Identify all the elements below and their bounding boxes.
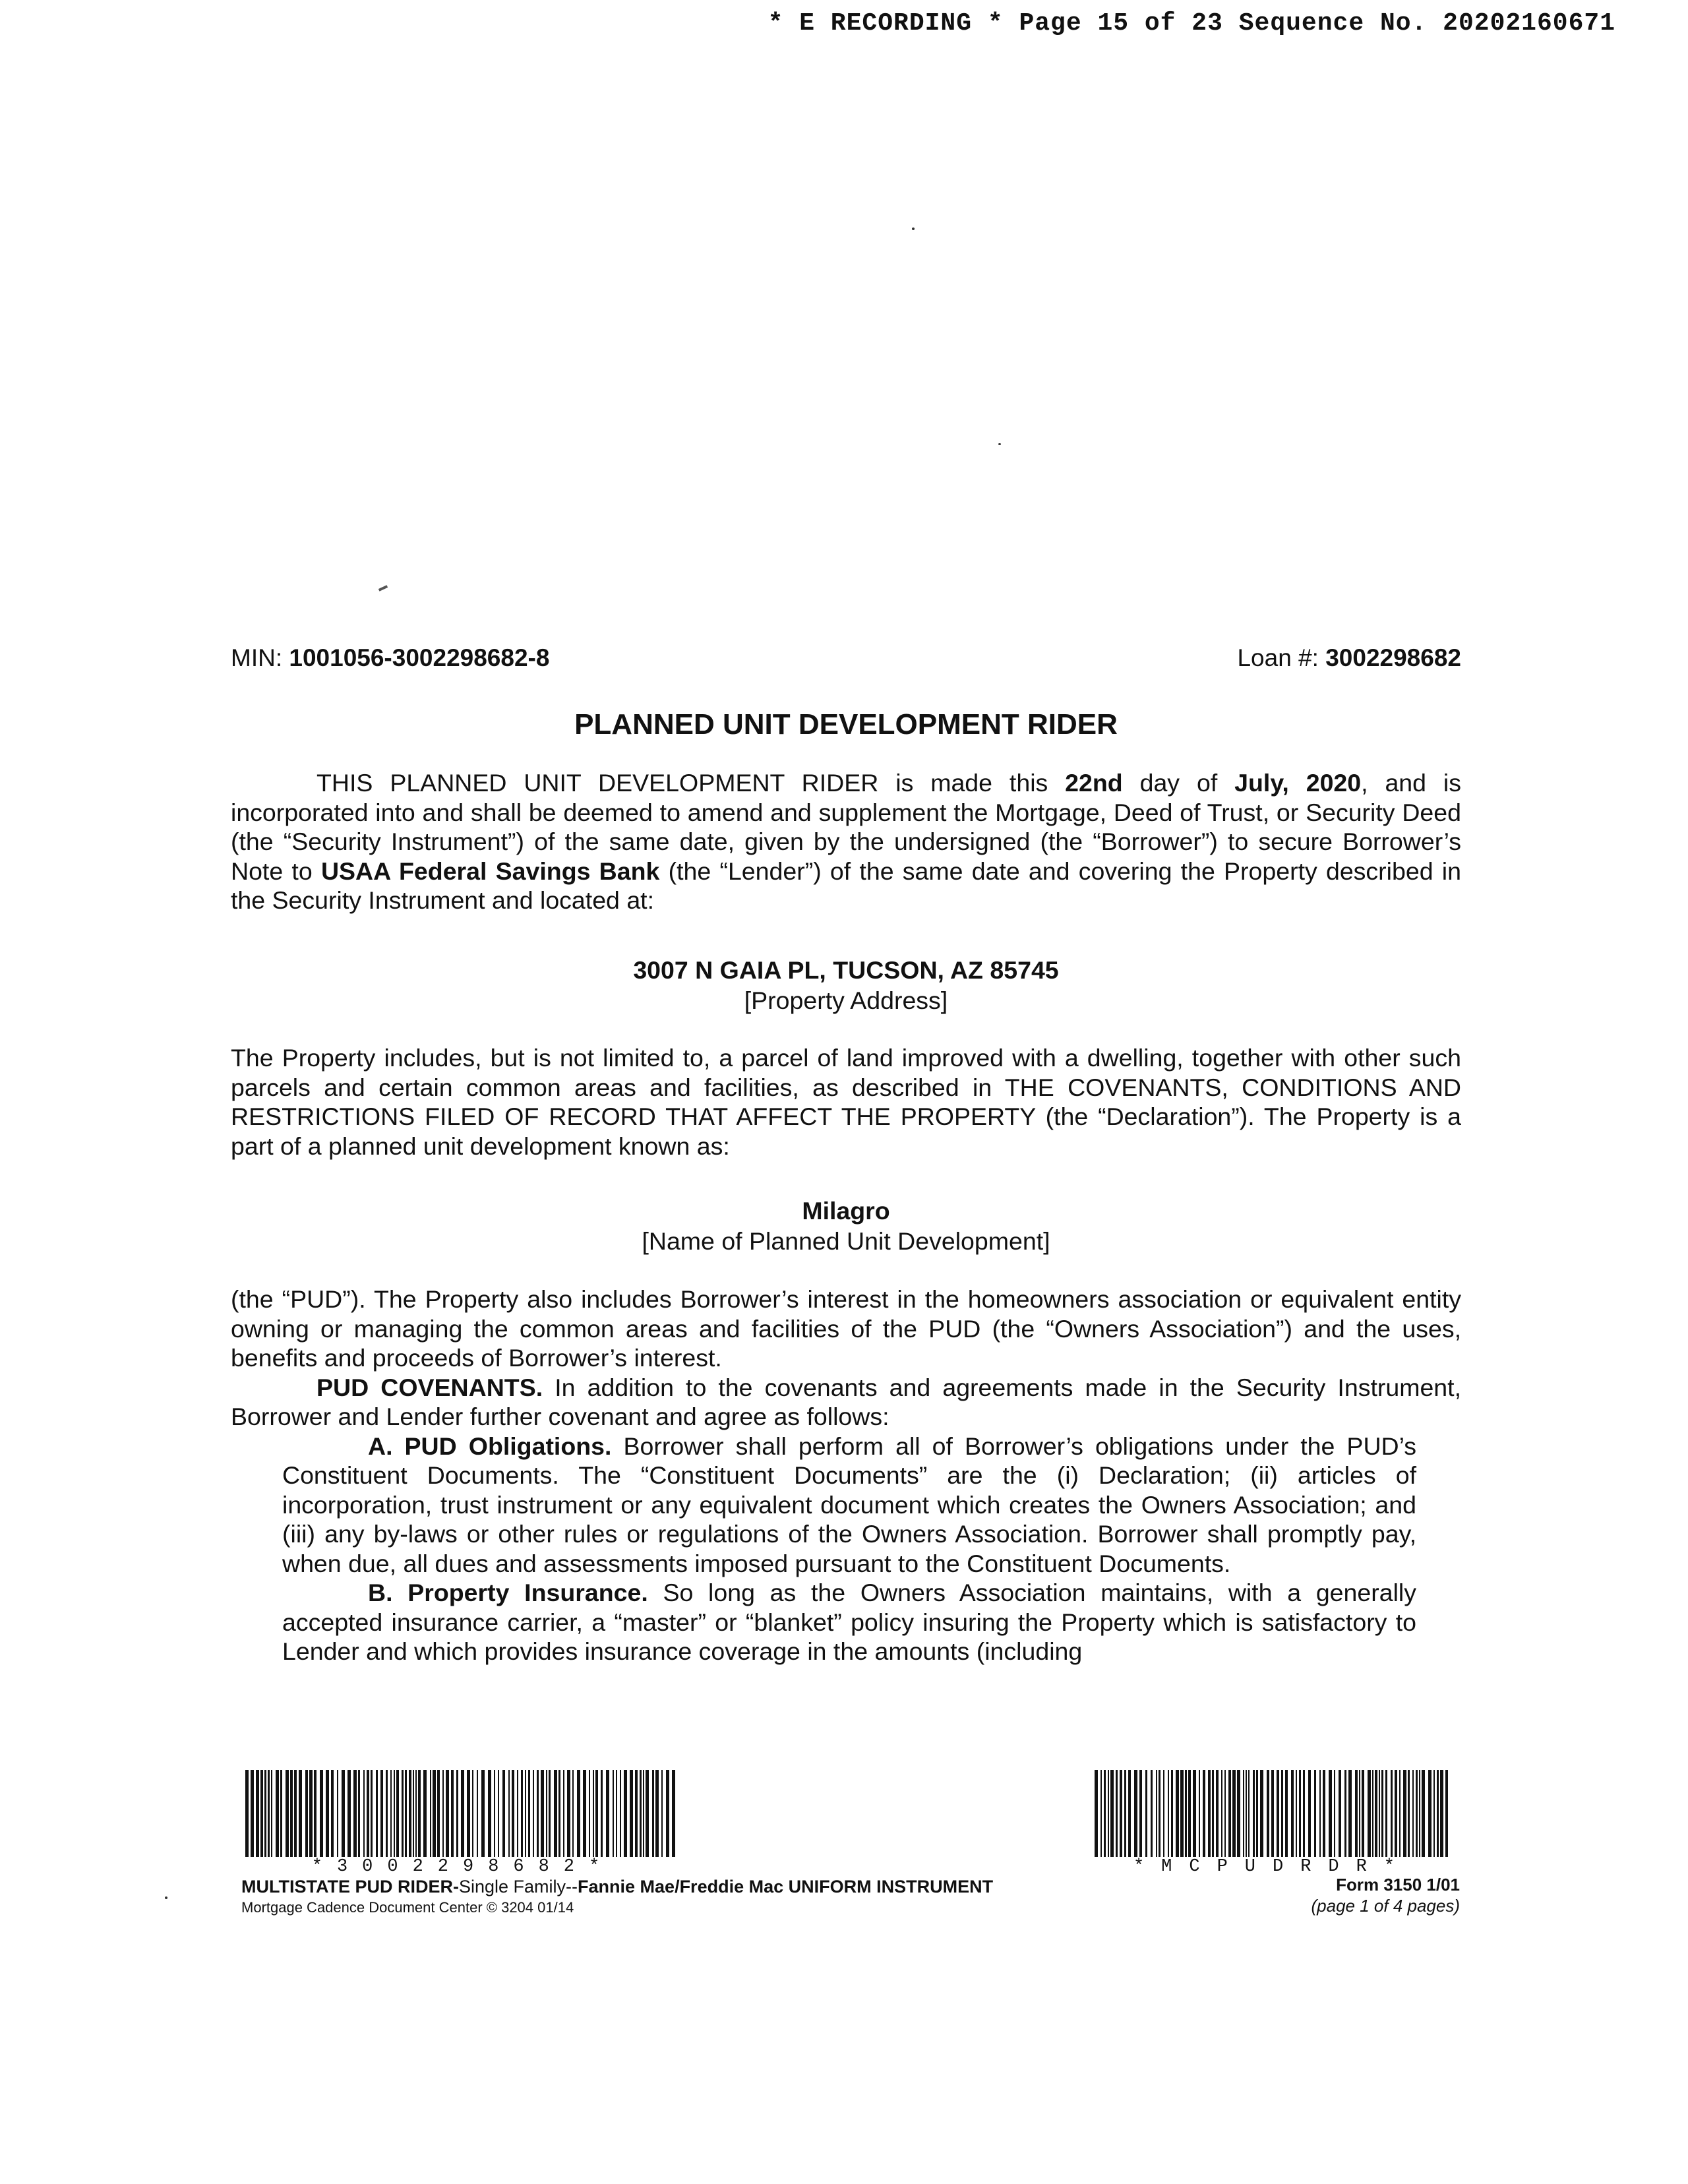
barcode-bar	[1379, 1770, 1380, 1857]
barcode-bar	[541, 1770, 544, 1857]
barcode-bar	[525, 1770, 526, 1857]
barcode-bar	[1256, 1770, 1258, 1857]
barcode-bar	[1348, 1770, 1352, 1857]
pud-covenants-paragraph: PUD COVENANTS. In addition to the covenants and agreements made in the Security Instrument, Borrower and Lender further covenant and agree as follows:	[231, 1373, 1461, 1430]
barcode-bar	[1437, 1770, 1439, 1857]
barcode-bar	[1395, 1770, 1397, 1857]
barcode-bar	[1120, 1770, 1122, 1857]
barcode-bar	[1433, 1770, 1435, 1857]
barcode-bar	[1299, 1770, 1301, 1857]
barcode-bar	[1267, 1770, 1269, 1857]
barcode-bar	[423, 1770, 427, 1857]
pud-name-block	[231, 1196, 1461, 1256]
barcode-bar	[640, 1770, 642, 1857]
barcode-bar	[446, 1770, 449, 1857]
barcode-bar	[1224, 1770, 1226, 1857]
barcode-bar	[620, 1770, 621, 1857]
footer-form-number	[1311, 1874, 1461, 1916]
barcode-bar	[1339, 1770, 1341, 1857]
barcode-bar	[1139, 1770, 1142, 1857]
barcode-bar	[268, 1770, 270, 1857]
property-address-block	[231, 955, 1461, 1016]
barcode-bar	[290, 1770, 293, 1857]
form-number: Form 3150 1/01	[1336, 1875, 1460, 1895]
barcode-bar	[606, 1770, 609, 1857]
barcode-bar	[508, 1770, 510, 1857]
barcode-bar	[1216, 1770, 1219, 1857]
section-a: A. PUD Obligations. Borrower shall perform all of Borrower’s obligations under the PUD’s Constituent Documents. The “Constituent Documents” are the (i) Declaration; (ii) articles of incorporation, trust instrument or any equivalent document which creates the Owners Association; and (iii) any by-laws or other rules or regulations of the Owners Association. Borrower shall promptly pay, when due, all dues and assessments imposed pursuant to the Constituent Documents.	[282, 1432, 1417, 1577]
min-number	[231, 644, 549, 673]
scan-speck	[912, 228, 915, 230]
barcode-bar	[1314, 1770, 1316, 1857]
barcode-bar	[563, 1770, 564, 1857]
barcode-bar	[1308, 1770, 1311, 1857]
barcode-bar	[358, 1770, 360, 1857]
barcode-bar	[1372, 1770, 1373, 1857]
barcode-bar	[512, 1770, 514, 1857]
barcode-bar	[1176, 1770, 1179, 1857]
barcode-bar	[451, 1770, 454, 1857]
barcode-bar	[601, 1770, 603, 1857]
scan-speck	[378, 585, 388, 592]
barcode-bar	[1277, 1770, 1279, 1857]
barcode-bar	[533, 1770, 534, 1857]
barcode-bar	[276, 1770, 279, 1857]
barcode-bar	[517, 1770, 518, 1857]
barcode-bar	[467, 1770, 470, 1857]
covenants-heading: PUD COVENANTS.	[316, 1373, 543, 1401]
barcode-bar	[1362, 1770, 1364, 1857]
property-address: 3007 N GAIA PL, TUCSON, AZ 85745	[633, 956, 1059, 984]
declaration-paragraph: The Property includes, but is not limited to, a parcel of land improved with a dwelling, together with other such parcels and certain common areas and facilities, as described in THE COVENANTS, CONDITIONS AND RESTRICTIONS FILED OF RECORD THAT AFFECT THE PROPERTY (the “Declaration”). The Property is a part of a planned unit development known as:	[231, 1044, 1461, 1160]
identifier-line	[231, 644, 1461, 673]
barcode-bar	[655, 1770, 659, 1857]
barcode-bar	[624, 1770, 627, 1857]
barcode-bar	[299, 1770, 302, 1857]
pud-name-caption: [Name of Planned Unit Development]	[642, 1227, 1050, 1255]
barcode-bar	[1171, 1770, 1173, 1857]
barcode-bar	[1428, 1770, 1432, 1857]
barcode-bar	[583, 1770, 586, 1857]
barcode-bar	[337, 1770, 338, 1857]
barcode-bar	[1385, 1770, 1387, 1857]
barcode-bar	[477, 1770, 478, 1857]
barcode-bar	[347, 1770, 351, 1857]
property-address-caption: [Property Address]	[744, 986, 948, 1014]
barcode-bar	[554, 1770, 557, 1857]
barcode-bar	[331, 1770, 334, 1857]
barcode-bar	[1159, 1770, 1160, 1857]
barcode-bar	[1440, 1770, 1443, 1857]
barcode-bar	[1253, 1770, 1255, 1857]
scan-speck	[165, 1896, 167, 1899]
barcode-bar	[472, 1770, 473, 1857]
barcode-bar	[672, 1770, 675, 1857]
barcode-bar	[1419, 1770, 1420, 1857]
barcode-bar	[1403, 1770, 1406, 1857]
barcode-bar	[309, 1770, 313, 1857]
barcode-bar	[1212, 1770, 1214, 1857]
barcode-bar	[1208, 1770, 1211, 1857]
section-b-heading: B. Property Insurance.	[368, 1579, 648, 1606]
barcode-bar	[245, 1770, 249, 1857]
loan-number	[1237, 644, 1461, 673]
barcode-bar	[1163, 1770, 1164, 1857]
footer-form-info	[241, 1875, 993, 1918]
min-value: 1001056-3002298682-8	[289, 644, 550, 671]
barcode-bar	[390, 1770, 392, 1857]
barcode-bar	[1221, 1770, 1222, 1857]
form-barcode-bars	[1095, 1770, 1451, 1857]
pud-paragraph: (the “PUD”). The Property also includes Borrower’s interest in the homeowners association or equivalent entity owning or managing the common areas and facilities of the PUD (the “Owners Association”) and the uses, benefits and proceeds of Borrower’s interest. PUD COVENANTS. In addition to the covenants and agreements made in the Security Instrument, Borrower and Lender further covenant and agree as follows: A. PUD Obligations. Borrower shall perform all of Borrower’s obligations under the PUD’s Constituent Documents. The “Constituent Documents” are the (i) Declaration; (ii) articles of incorporation, trust instrument or any equivalent document which creates the Owners Association; and (iii) any by-laws or other rules or regulations of the Owners Association. Borrower shall promptly pay, when due, all dues and assessments imposed pursuant to the Constituent Documents. B. Property Insurance. So long as the Owners Association maintains, with a generally accepted insurance carrier, a “master” or “blanket” policy insuring the Property which is satisfactory to Lender and which provides insurance coverage in the amounts (including	[231, 1285, 1461, 1665]
barcode-bar	[546, 1770, 547, 1857]
barcode-bar	[430, 1770, 431, 1857]
loan-barcode-text: *3002298682*	[311, 1857, 615, 1877]
barcode-bar	[661, 1770, 663, 1857]
barcode-bar	[635, 1770, 638, 1857]
barcode-bar	[1151, 1770, 1153, 1857]
barcode-bar	[589, 1770, 590, 1857]
barcode-bar	[367, 1770, 369, 1857]
barcode-bar	[1110, 1770, 1114, 1857]
form-barcode	[1095, 1770, 1451, 1877]
barcode-bar	[549, 1770, 551, 1857]
barcode-bar	[652, 1770, 654, 1857]
barcode-bar	[396, 1770, 399, 1857]
barcode-bar	[1323, 1770, 1325, 1857]
barcode-bar	[1145, 1770, 1147, 1857]
loan-barcode	[245, 1770, 680, 1877]
barcode-bar	[1193, 1770, 1196, 1857]
barcode-bar	[537, 1770, 539, 1857]
barcode-bar	[1271, 1770, 1274, 1857]
barcode-bar	[666, 1770, 669, 1857]
barcode-bar	[442, 1770, 444, 1857]
barcode-bar	[280, 1770, 282, 1857]
document-title: PLANNED UNIT DEVELOPMENT RIDER	[574, 708, 1118, 741]
barcode-bar	[271, 1770, 272, 1857]
barcode-bar	[1285, 1770, 1288, 1857]
barcode-bar	[577, 1770, 580, 1857]
barcode-bar	[1391, 1770, 1393, 1857]
barcode-bar	[1228, 1770, 1231, 1857]
barcode-bar	[1412, 1770, 1414, 1857]
barcode-bar	[260, 1770, 263, 1857]
barcode-bar	[1134, 1770, 1137, 1857]
barcode-bar	[294, 1770, 297, 1857]
barcode-bar	[1246, 1770, 1247, 1857]
barcode-bar	[1416, 1770, 1418, 1857]
intro-paragraph: THIS PLANNED UNIT DEVELOPMENT RIDER is made this 22nd day of July, 2020, and is incorporated into and shall be deemed to amend and supplement the Mortgage, Deed of Trust, or Security Deed (the “Security Instrument”) of the same date, given by the undersigned (the “Borrower”) to secure Borrower’s Note to USAA Federal Savings Bank (the “Lender”) of the same date and covering the Property described in the Security Instrument and located at:	[231, 769, 1462, 914]
barcode-bar	[1281, 1770, 1283, 1857]
barcode-bar	[376, 1770, 378, 1857]
barcode-bar	[488, 1770, 491, 1857]
barcode-bar	[1359, 1770, 1360, 1857]
barcode-bar	[320, 1770, 323, 1857]
barcode-bar	[342, 1770, 345, 1857]
scan-speck	[998, 443, 1001, 445]
barcode-bar	[1156, 1770, 1157, 1857]
barcode-bar	[256, 1770, 259, 1857]
recording-header: * E RECORDING * Page 15 of 23 Sequence No. 20202160671	[768, 9, 1615, 38]
barcode-bar	[1375, 1770, 1377, 1857]
barcode-bar	[418, 1770, 421, 1857]
barcode-bar	[1232, 1770, 1236, 1857]
barcode-bar	[502, 1770, 505, 1857]
barcode-bar	[1303, 1770, 1305, 1857]
loan-label: Loan #:	[1237, 644, 1326, 671]
barcode-bar	[1408, 1770, 1410, 1857]
barcode-bar	[1260, 1770, 1263, 1857]
barcode-bar	[1381, 1770, 1383, 1857]
barcode-bar	[386, 1770, 388, 1857]
barcode-bar	[1291, 1770, 1294, 1857]
barcode-bar	[305, 1770, 308, 1857]
barcode-bar	[1185, 1770, 1187, 1857]
barcode-bar	[461, 1770, 464, 1857]
barcode-bar	[409, 1770, 411, 1857]
barcode-bar	[595, 1770, 598, 1857]
loan-value: 3002298682	[1325, 644, 1461, 671]
form-title: MULTISTATE PUD RIDER-Single Family--Fannie Mae/Freddie Mac UNIFORM INSTRUMENT	[241, 1877, 994, 1896]
barcode-bar	[1334, 1770, 1335, 1857]
barcode-bar	[1344, 1770, 1346, 1857]
barcode-bar	[264, 1770, 266, 1857]
barcode-bar	[1243, 1770, 1244, 1857]
pud-name: Milagro	[802, 1197, 890, 1225]
barcode-bar	[630, 1770, 633, 1857]
barcode-bar	[1100, 1770, 1102, 1857]
barcode-bar	[1180, 1770, 1184, 1857]
barcode-bar	[1124, 1770, 1126, 1857]
barcode-bar	[613, 1770, 614, 1857]
barcode-bar	[314, 1770, 316, 1857]
barcode-bar	[498, 1770, 499, 1857]
barcode-bar	[433, 1770, 436, 1857]
barcode-bar	[380, 1770, 383, 1857]
section-b: B. Property Insurance. So long as the Owners Association maintains, with a generally accepted insurance carrier, a “master” or “blanket” policy insuring the Property which is satisfactory to Lender and which provides insurance coverage in the amounts (including	[282, 1579, 1416, 1665]
barcode-bar	[521, 1770, 523, 1857]
section-a-heading: A. PUD Obligations.	[368, 1432, 612, 1460]
barcode-bar	[1296, 1770, 1297, 1857]
barcode-bar	[326, 1770, 329, 1857]
barcode-bar	[353, 1770, 357, 1857]
barcode-bar	[1104, 1770, 1106, 1857]
barcode-bar	[528, 1770, 530, 1857]
barcode-bar	[1203, 1770, 1205, 1857]
form-barcode-text: *MCPUDRDR*	[1133, 1857, 1412, 1877]
barcode-bar	[456, 1770, 458, 1857]
barcode-bar	[1319, 1770, 1321, 1857]
barcode-bar	[1116, 1770, 1118, 1857]
barcode-bar	[1355, 1770, 1358, 1857]
barcode-bar	[1108, 1770, 1109, 1857]
barcode-bar	[1095, 1770, 1098, 1857]
barcode-bar	[1248, 1770, 1250, 1857]
barcode-bar	[1199, 1770, 1200, 1857]
barcode-bar	[1188, 1770, 1191, 1857]
barcode-bar	[363, 1770, 365, 1857]
barcode-bar	[616, 1770, 617, 1857]
barcode-bar	[646, 1770, 649, 1857]
barcode-bar	[402, 1770, 404, 1857]
document-center-line: Mortgage Cadence Document Center © 3204 01/14	[241, 1899, 574, 1916]
barcode-bar	[1168, 1770, 1169, 1857]
barcode-bar	[1445, 1770, 1448, 1857]
loan-barcode-bars	[245, 1770, 680, 1857]
barcode-bar	[415, 1770, 417, 1857]
barcode-bar	[643, 1770, 644, 1857]
barcode-bar	[1399, 1770, 1401, 1857]
barcode-bar	[572, 1770, 574, 1857]
page-info: (page 1 of 4 pages)	[1311, 1896, 1460, 1916]
barcode-bar	[1368, 1770, 1371, 1857]
barcode-bar	[405, 1770, 407, 1857]
barcode-bar	[1329, 1770, 1332, 1857]
barcode-bar	[371, 1770, 373, 1857]
barcode-bar	[593, 1770, 594, 1857]
barcode-bar	[481, 1770, 485, 1857]
barcode-bar	[251, 1770, 254, 1857]
barcode-bar	[567, 1770, 570, 1857]
barcode-bar	[286, 1770, 289, 1857]
barcode-bar	[394, 1770, 395, 1857]
barcode-bar	[494, 1770, 495, 1857]
barcode-bar	[1422, 1770, 1425, 1857]
barcode-bar	[437, 1770, 440, 1857]
barcode-bar	[558, 1770, 560, 1857]
min-label: MIN:	[231, 644, 289, 671]
barcode-bar	[413, 1770, 414, 1857]
barcode-bar	[1237, 1770, 1240, 1857]
barcode-bar	[1128, 1770, 1131, 1857]
